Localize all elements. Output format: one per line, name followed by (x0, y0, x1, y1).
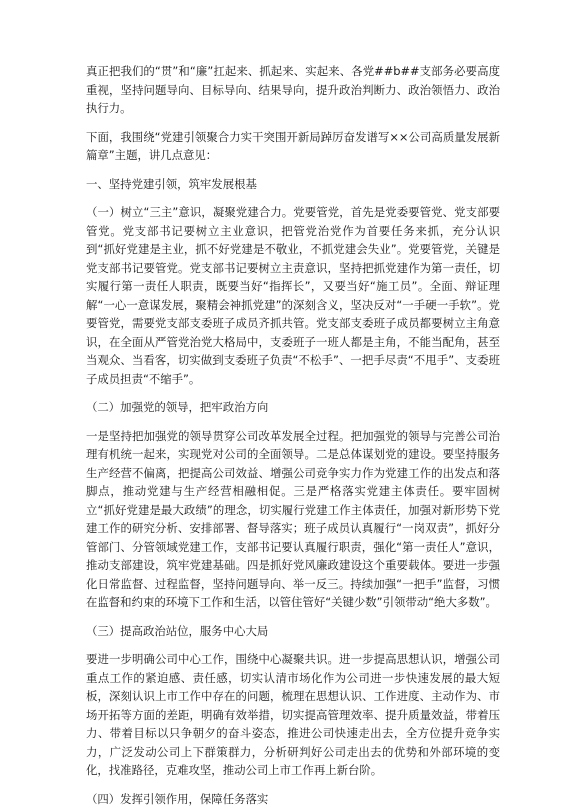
subsection-3-title: （三）提高政治站位，服务中心大局 (86, 622, 500, 641)
subsection-4-title: （四）发挥引领作用，保障任务落实 (86, 790, 500, 808)
subsection-3-body: 要进一步明确公司中心工作，围绕中心凝聚共识。进一步提高思想认识，增强公司重点工作的紧迫感、责任感，切实认清市场化作为公司进一步快速发展的最大短板，深刻认识上市工作中存在的问题，梳理在思想认识、工作进度、主动作为、市场开拓等方面的差距，明确有效举措，切实提高管理效率、提升质量效益，带着压力、带着目标以只争朝夕的奋斗姿态，推进公司快速走出去，全方位提升竞争实力，广泛发动公司上下群策群力，分析研判好公司走出去的优势和外部环境的变化，找准路径，克难攻坚，推动公司上市工作再上新台阶。 (86, 650, 500, 780)
subsection-1-paragraph (86, 203, 500, 388)
subsection-1-body: 党要管党，首先是党委要管党、党支部要管党。党支部书记要树立主业意识，把管党治党作为首要任务来抓，充分认识到“抓好党建是主业，抓不好党建是不敬业，不抓党建会失业”。党要管党，关键是党支部书记要管党。党支部书记要树立主责意识，坚持把抓党建作为第一责任，切实履行第一责任人职责，既要当好“指挥长”，又要当好“施工员”。全面、辩证理解“一心一意谋发展，聚精会神抓党建”的深刻含义，坚决反对“一手硬一手软”。党要管党，需要党支部支委班子成员齐抓共管。党支部支委班子成员都要树立主角意识，在全面从严管党治党大格局中，支委班子一班人都是主角，不能当配角，甚至当观众、当看客，切实做到支委班子负责“不松手”、一把手尽责“不甩手”、支委班子成员担责“不缩手”。 (86, 205, 500, 386)
subsection-1-title: （一）树立“三主”意识，凝聚党建合力。 (86, 205, 293, 219)
subsection-2-title: （二）加强党的领导，把牢政治方向 (86, 398, 500, 417)
lead-paragraph: 下面，我围绕“党建引领聚合力实干突围开新局踔厉奋发谱写××公司高质量发展新篇章”主题，讲几点意见： (86, 128, 500, 165)
section-heading-1: 一、坚持党建引领，筑牢发展根基 (86, 175, 500, 194)
subsection-2-body: 一是坚持把加强党的领导贯穿公司改革发展全过程。把加强党的领导与完善公司治理有机统一起来，实现党对公司的全面领导。二是总体谋划党的建设。要坚持服务生产经营不偏离，把提高公司效益、增强公司竞争实力作为党建工作的出发点和落脚点，推动党建与生产经营相融相促。三是严格落实党建主体责任。要牢固树立“抓好党建是最大政绩”的理念，切实履行党建工作主体责任，加强对新形势下党建工作的研究分析、安排部署、督导落实；班子成员认真履行“一岗双责”，抓好分管部门、分管领域党建工作，支部书记要认真履行职责，强化“第一责任人”意识，推动支部建设，筑牢党建基础。四是抓好党风廉政建设这个重要载体。要进一步强化日常监督、过程监督，坚持问题导向、举一反三。持续加强“一把手”监督，习惯在监督和约束的环境下工作和生活，以管住管好“关键少数”引领带动“绝大多数”。 (86, 427, 500, 612)
intro-paragraph: 真正把我们的“贯”和“廉”扛起来、抓起来、实起来、各党##b##支部务必要高度重视，坚持问题导向、目标导向、结果导向，提升政治判断力、政治领悟力、政治执行力。 (86, 62, 500, 118)
